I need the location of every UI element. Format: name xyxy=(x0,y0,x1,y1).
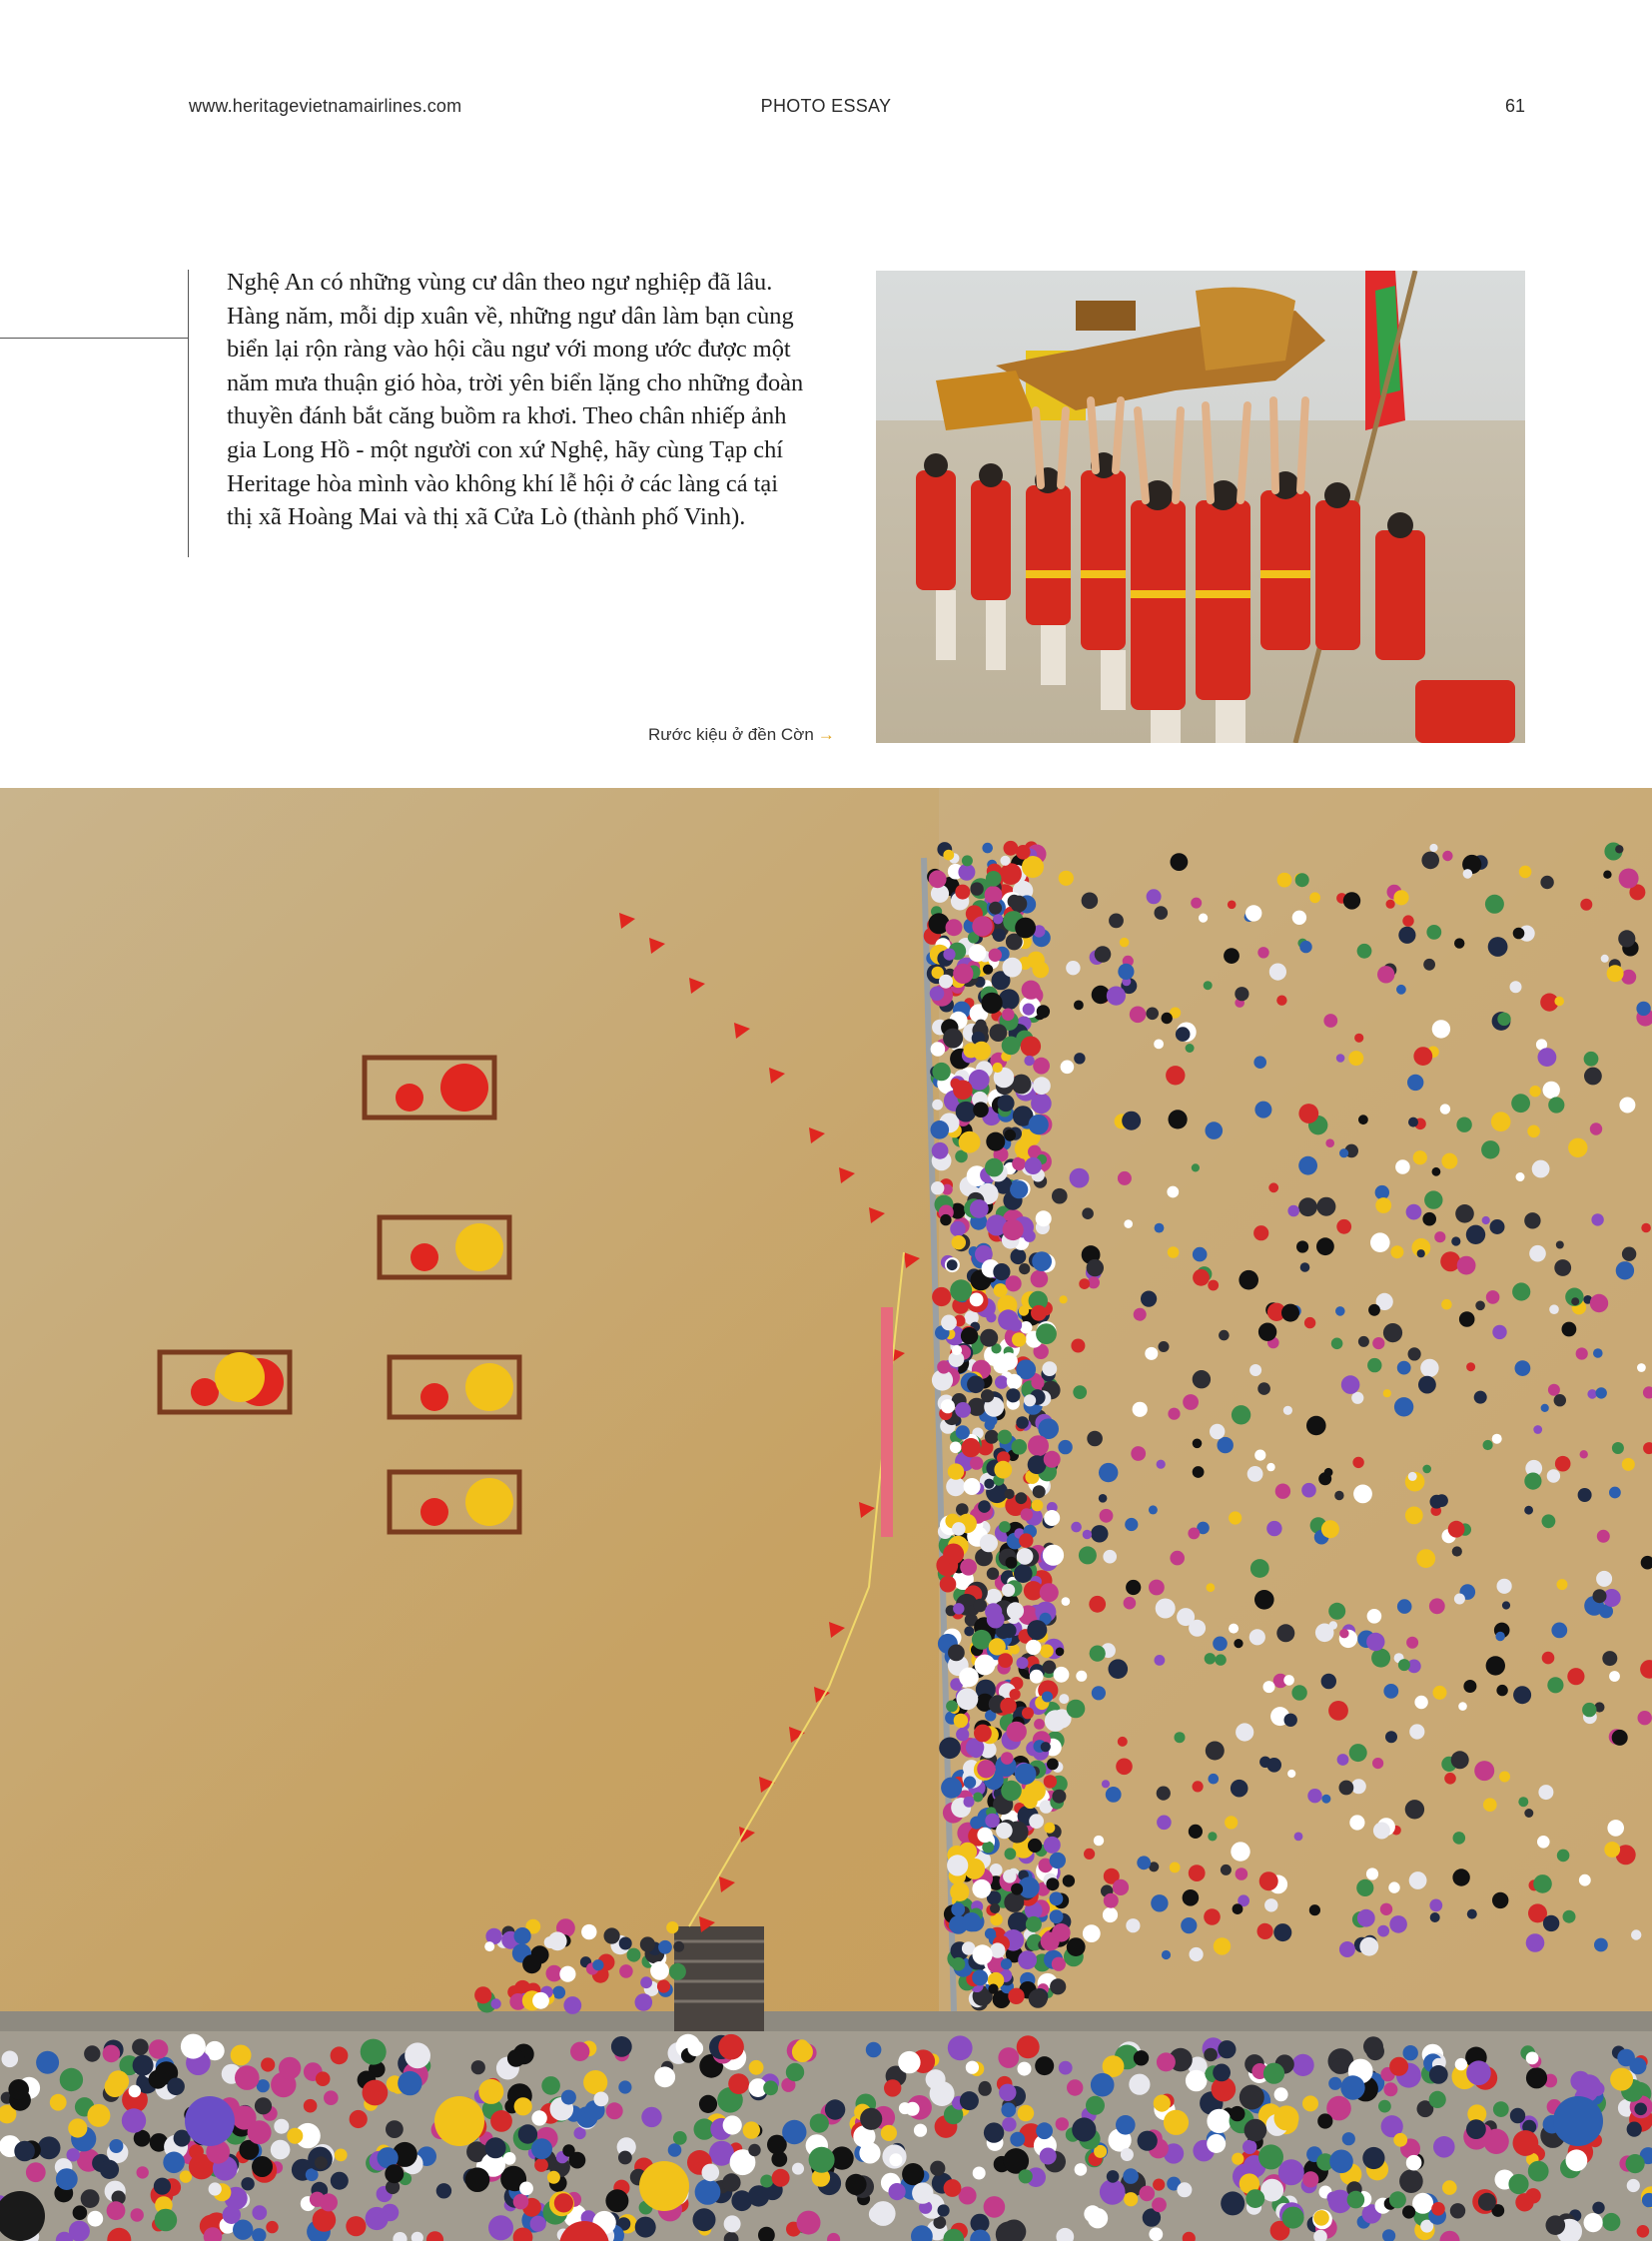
page-header xyxy=(0,96,1652,126)
caption-text: Rước kiệu ở đền Cờn xyxy=(648,725,814,744)
aerial-festival-illustration xyxy=(0,788,1652,2241)
decorative-rule-horizontal xyxy=(0,338,188,339)
procession-illustration xyxy=(876,271,1525,743)
section-title: PHOTO ESSAY xyxy=(760,96,892,116)
intro-paragraph: Nghệ An có những vùng cư dân theo ngư nghiệp đã lâu. Hàng năm, mỗi dịp xuân về, những ngư dân làm bạn cùng biển lại rộn ràng vào hội cầu ngư với mong ước được một năm mưa thuận gió hòa, trời yên biển lặng cho những đoàn thuyền đánh bắt căng buồm ra khơi. Theo chân nhiếp ảnh gia Long Hồ - một người con xứ Nghệ, hãy cùng Tạp chí Heritage hòa mình vào không khí lễ hội ở các làng cá tại thị xã Hoàng Mai và thị xã Cửa Lò (thành phố Vinh). xyxy=(227,269,804,531)
arrow-right-icon: → xyxy=(817,725,835,744)
decorative-rule-vertical xyxy=(188,270,189,557)
aerial-festival-photo xyxy=(0,788,1652,2241)
website-url[interactable]: www.heritagevietnamairlines.com xyxy=(189,96,462,116)
page-number: 61 xyxy=(1504,96,1525,116)
photo-caption xyxy=(648,725,835,745)
procession-photo xyxy=(876,271,1525,743)
